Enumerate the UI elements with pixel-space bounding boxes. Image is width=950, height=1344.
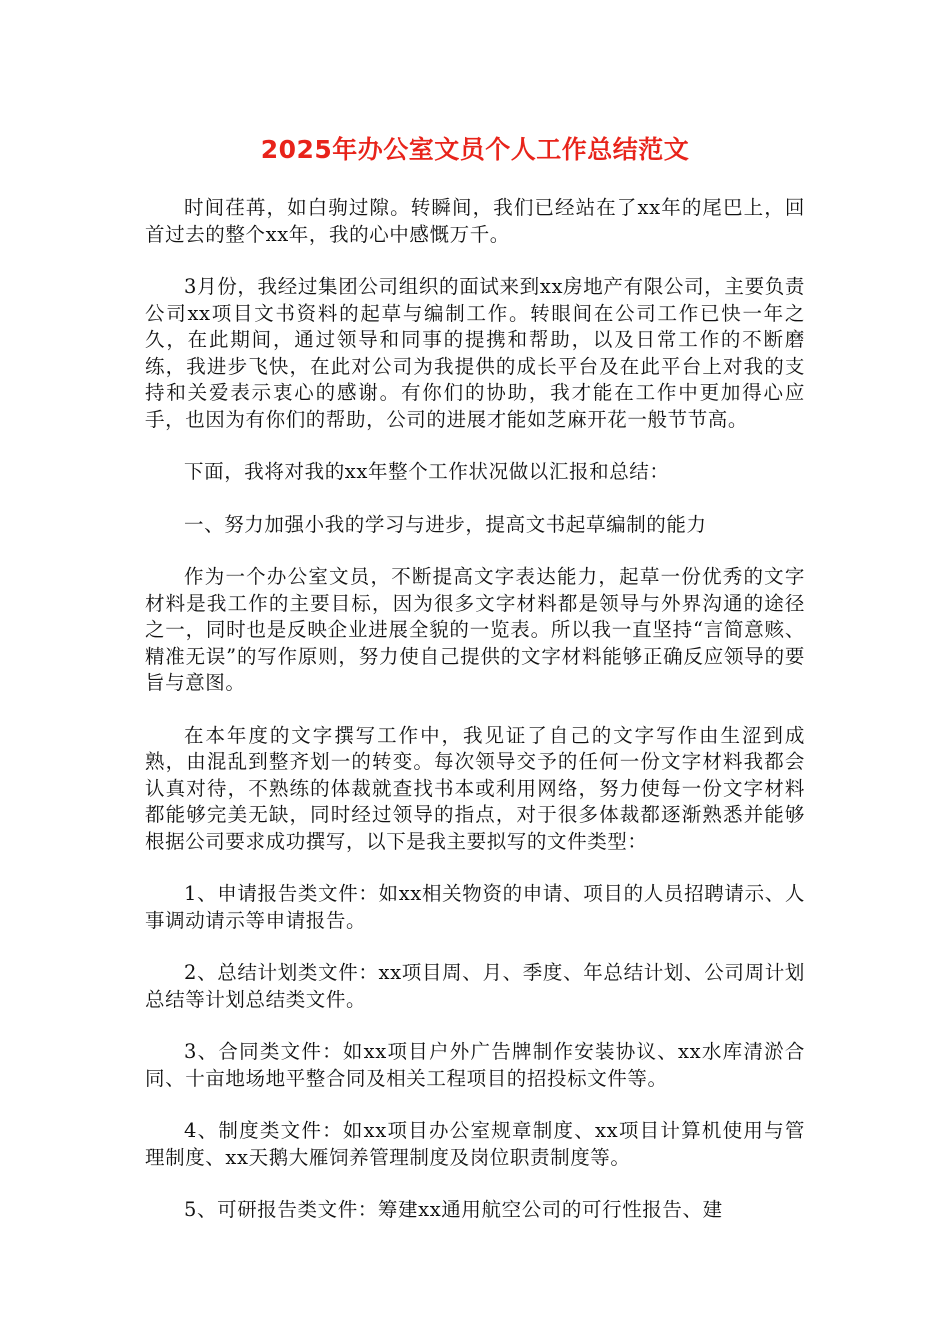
list-item-feasibility-reports: 5、可研报告类文件：筹建xx通用航空公司的可行性报告、建 xyxy=(184,1198,723,1221)
document-body xyxy=(145,195,805,1224)
document-title: 2025年办公室文员个人工作总结范文 xyxy=(260,135,690,164)
paragraph-writing-progress: 在本年度的文字撰写工作中，我见证了自己的文字写作由生涩到成熟，由混乱到整齐划一的转变。每次领导交予的任何一份文字材料我都会认真对待，不熟练的体裁就查找书本或利用网络，努力使每一份文字材料都能够完美无缺，同时经过领导的指点，对于很多体裁都逐渐熟悉并能够根据公司要求成功撰写，以下是我主要拟写的文件类型： xyxy=(145,723,805,853)
list-item-summary-plans: 2、总结计划类文件：xx项目周、月、季度、年总结计划、公司周计划总结等计划总结类文件。 xyxy=(145,961,805,1011)
paragraph-intro: 时间荏苒，如白驹过隙。转瞬间，我们已经站在了xx年的尾巴上，回首过去的整个xx年，我的心中感慨万千。 xyxy=(145,196,805,246)
list-item-regulations: 4、制度类文件：如xx项目办公室规章制度、xx项目计算机使用与管理制度、xx天鹅大雁饲养管理制度及岗位职责制度等。 xyxy=(145,1119,805,1169)
list-item-application-reports: 1、申请报告类文件：如xx相关物资的申请、项目的人员招聘请示、人事调动请示等申请报告。 xyxy=(145,882,805,932)
section-heading-1: 一、努力加强小我的学习与进步，提高文书起草编制的能力 xyxy=(184,512,707,536)
paragraph-background: 3月份，我经过集团公司组织的面试来到xx房地产有限公司，主要负责公司xx项目文书资料的起草与编制工作。转眼间在公司工作已快一年之久，在此期间，通过领导和同事的提携和帮助，以及日常工作的不断磨练，我进步飞快，在此对公司为我提供的成长平台及在此平台上对我的支持和关爱表示衷心的感谢。有你们的协助，我才能在工作中更加得心应手，也因为有你们的帮助，公司的进展才能如芝麻开花一般节节高。 xyxy=(145,275,805,431)
list-item-contracts: 3、合同类文件：如xx项目户外广告牌制作安装协议、xx水库清淤合同、十亩地场地平整合同及相关工程项目的招投标文件等。 xyxy=(145,1040,805,1090)
paragraph-summary-lead: 下面，我将对我的xx年整个工作状况做以汇报和总结： xyxy=(184,460,670,483)
paragraph-writing-goal: 作为一个办公室文员，不断提高文字表达能力，起草一份优秀的文字材料是我工作的主要目标，因为很多文字材料都是领导与外界沟通的途径之一，同时也是反映企业进展全貌的一览表。所以我一直坚持“言简意赅、精准无误”的写作原则，努力使自己提供的文字材料能够正确反应领导的要旨与意图。 xyxy=(145,565,805,694)
